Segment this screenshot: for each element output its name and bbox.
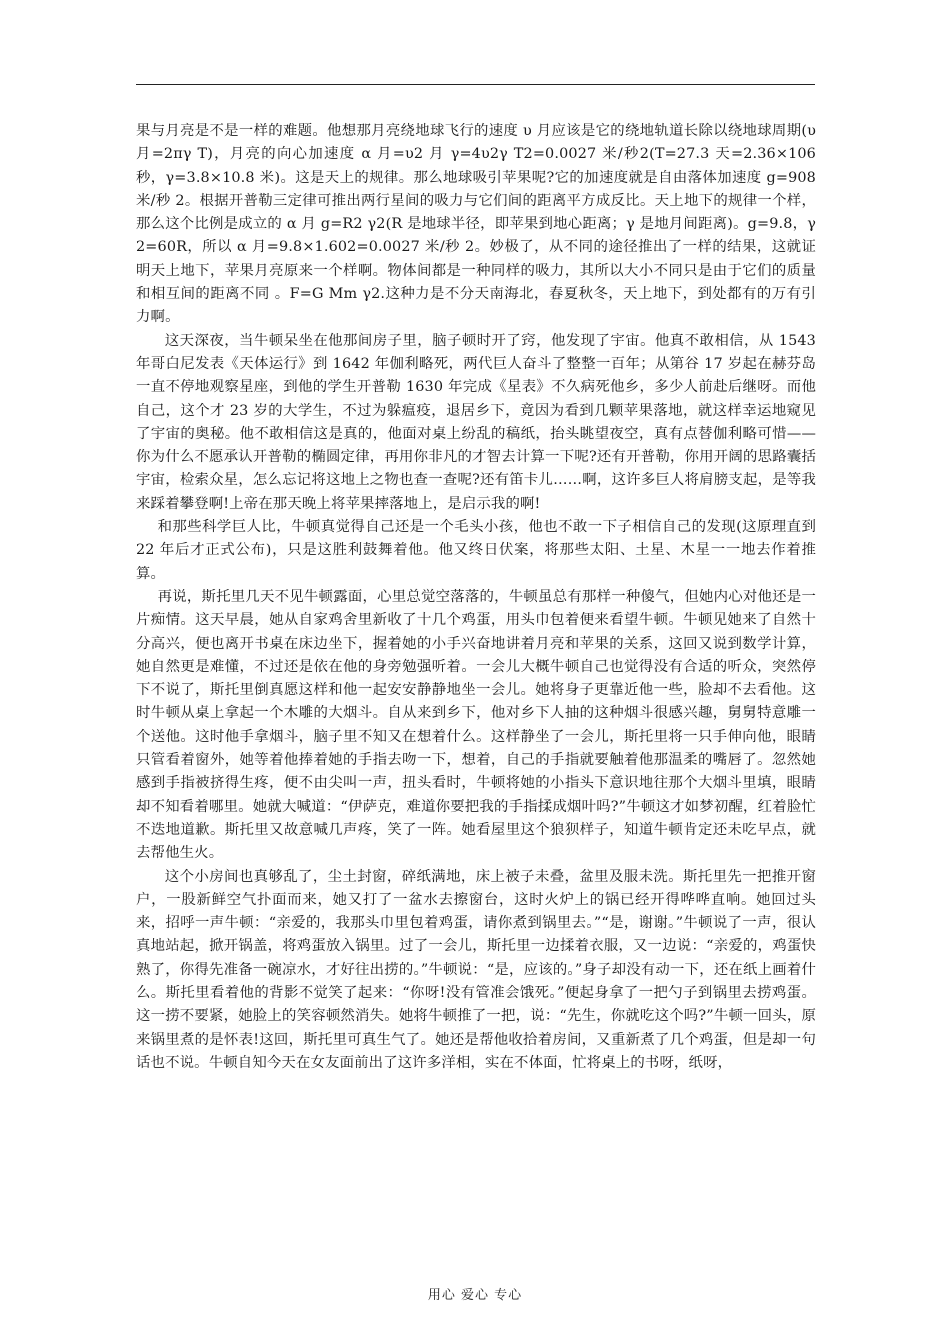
paragraph-5: 这个小房间也真够乱了，尘土封窗，碎纸满地，床上被子未叠，盆里及服未洗。斯托里先一把推开窗户，一股新鲜空气扑面而来，她又打了一盆水去擦窗台，这时火炉上的锅已经开得哗哗直响。她回过头来，招呼一声牛顿：“亲爱的，我那头巾里包着鸡蛋，请你煮到锅里去。”“是，谢谢。”牛顿说了一声，很认真地站起，掀开锅盖，将鸡蛋放入锅里。过了一会儿，斯托里一边揉着衣服，又一边说：“亲爱的，鸡蛋快熟了，你得先准备一碗凉水，才好往出捞的。”牛顿说：“是，应该的。”身子却没有动一下，还在纸上画着什么。斯托里看着他的背影不觉笑了起来：“你呀!没有管准会饿死。”便起身拿了一把勺子到锅里去捞鸡蛋。这一捞不要紧，她脸上的笑容顿然消失。她将牛顿推了一把，说：“先生，你就吃这个吗?”牛顿一回头，原来锅里煮的是怀表!这回，斯托里可真生气了。她还是帮他收拾着房间，又重新煮了几个鸡蛋，但是却一句话也不说。牛顿自知今天在女友面前出了这许多洋相，实在不体面，忙将桌上的书呀，纸呀， bbox=[136, 868, 816, 1071]
header-rule bbox=[136, 84, 815, 85]
body-text bbox=[136, 120, 816, 1075]
paragraph-4: 再说，斯托里几天不见牛顿露面，心里总觉空落落的，牛顿虽总有那样一种傻气，但她内心对他还是一片痴情。这天早晨，她从自家鸡舍里新收了十几个鸡蛋，用头巾包着便来看望牛顿。牛顿见她来了自然十分高兴，便也离开书桌在床边坐下，握着她的小手兴奋地讲着月亮和苹果的关系，这回又说到数学计算，她自然更是难懂，不过还是依在他的身旁勉强听着。一会儿大概牛顿自己也觉得没有合适的听众，突然停下不说了，斯托里倒真愿这样和他一起安安静静地坐一会儿。她将身子更靠近他一些，脸却不去看他。这时牛顿从桌上拿起一个木雕的大烟斗。自从来到乡下，他对乡下人抽的这种烟斗很感兴趣，舅舅特意雕一个送他。这时他手拿烟斗，脑子里不知又在想着什么。这样静坐了一会儿，斯托里将一只手伸向他，眼睛只管看着窗外，她等着他捧着她的手指去吻一下，想着，自己的手指就要触着他那温柔的嘴唇了。忽然她感到手指被挤得生疼，便不由尖叫一声，扭头看时，牛顿将她的小指头下意识地往那个大烟斗里填，眼睛却不知看着哪里。她就大喊道：“伊萨克，难道你要把我的手指揉成烟叶吗?”牛顿这才如梦初醒，红着脸忙不迭地道歉。斯托里又故意喊几声疼，笑了一阵。她看屋里这个狼狈样子，知道牛顿肯定还未吃早点，就去帮他生火。 bbox=[136, 588, 816, 862]
paragraph-2: 这天深夜，当牛顿呆坐在他那间房子里，脑子顿时开了窍，他发现了宇宙。他真不敢相信，从 1543 年哥白尼发表《天体运行》到 1642 年伽利略死，两代巨人奋斗了整整一百年；从第谷 17 岁起在赫芬岛一直不停地观察星座，到他的学生开普勒 1630 年完成《星表》不久病死他乡，多少人前赴后继呀。而他自己，这个才 23 岁的大学生，不过为躲瘟疫，退居乡下，竟因为看到几颗苹果落地，就这样幸运地窥见了宇宙的奥秘。他不敢相信这是真的，他面对桌上纷乱的稿纸，抬头眺望夜空，真有点替伽利略可惜——你为什么不愿承认开普勒的椭圆定律，再用你非凡的才智去计算一下呢?还有开普勒，你用开阔的思路囊括宇宙，检索众星，怎么忘记将这地上之物也查一查呢?还有笛卡儿……啊，这许多巨人将肩膀支起，是等我来踩着攀登啊!上帝在那天晚上将苹果摔落地上，是启示我的啊! bbox=[136, 332, 816, 512]
paragraph-3: 和那些科学巨人比，牛顿真觉得自己还是一个毛头小孩，他也不敢一下子相信自己的发现(这原理直到 22 年后才正式公布)，只是这胜利鼓舞着他。他又终日伏案，将那些太阳、土星、木星一一地去作着推算。 bbox=[136, 519, 816, 582]
page-footer: 用心 爱心 专心 bbox=[427, 1288, 523, 1303]
paragraph-1: 果与月亮是不是一样的难题。他想那月亮绕地球飞行的速度 υ 月应该是它的绕地轨道长除以绕地球周期(υ 月=2πγ T)，月亮的向心加速度 α 月=υ2 月 γ=4υ2γ T2=0.0027 米/秒2(T=27.3 天=2.36×106 秒，γ=3.8×10.8 米)。这是天上的规律。那么地球吸引苹果呢?它的加速度就是自由落体加速度 g=908 米/秒 2。根据开普勒三定律可推出两行星间的吸力与它们间的距离平方成反比。天上地下的规律一个样，那么这个比例是成立的 α 月 g=R2 γ2(R 是地球半径，即苹果到地心距离；γ 是地月间距离)。g=9.8，γ2=60R，所以 α 月=9.8×1.602=0.0027 米/秒 2。妙极了，从不同的途径推出了一样的结果，这就证明天上地下，苹果月亮原来一个样啊。物体间都是一种同样的吸力，其所以大小不同只是由于它们的质量和相互间的距离不同 。F=G Mm γ2.这种力是不分天南海北，春夏秋冬，天上地下，到处都有的万有引力啊。 bbox=[136, 123, 816, 326]
